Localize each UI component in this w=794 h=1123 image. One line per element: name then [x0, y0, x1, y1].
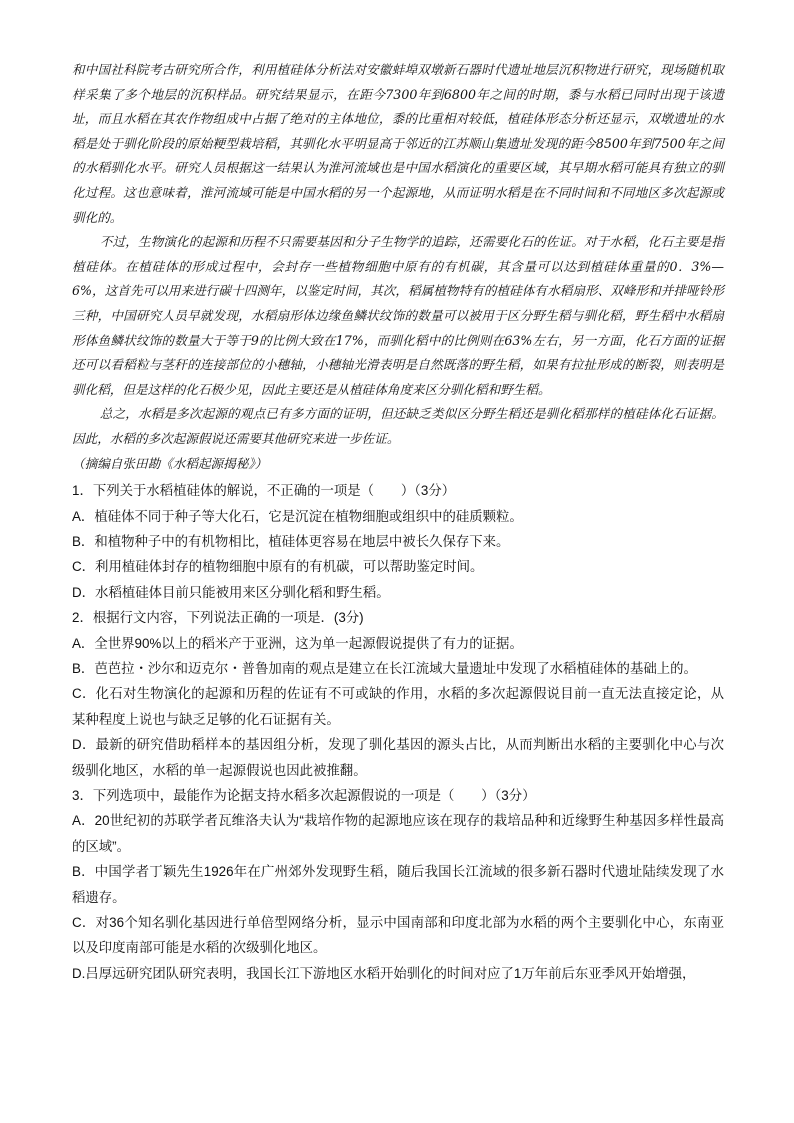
passage-paragraph-1: 和中国社科院考古研究所合作，利用植硅体分析法对安徽蚌埠双墩新石器时代遗址地层沉积物进行研究，现场随机取样采集了多个地层的沉积样品。研究结果显示，在距今7300年到6800年之间的时期，黍与水稻已同时出现于该遗址，而且水稻在其农作物组成中占据了绝对的主体地位，黍的比重相对较低，植硅体形态分析还显示，双墩遗址的水稻是处于驯化阶段的原始粳型栽培稻，其驯化水平明显高于邻近的江苏顺山集遗址发现的距今8500年到7500年之间的水稻驯化水平。研究人员根据这一结果认为淮河流域也是中国水稻演化的重要区域，其早期水稻可能具有独立的驯化过程。这也意味着，淮河流域可能是中国水稻的另一个起源地，从而证明水稻是在不同时间和不同地区多次起源或驯化的。 — [72, 62, 724, 225]
question-3-stem: 3．下列选项中，最能作为论据支持水稻多次起源假说的一项是（ ）（3分） — [72, 787, 536, 803]
question-2-option-d: D．最新的研究借助稻样本的基因组分析，发现了驯化基因的源头占比，从而判断出水稻的主要驯化中心与次级驯化地区，水稻的单一起源假说也因此被推翻。 — [72, 737, 724, 778]
question-2-stem: 2．根据行文内容，下列说法正确的一项是．(3分) — [72, 610, 364, 626]
question-1 — [72, 478, 724, 605]
question-3-option-b: B．中国学者丁颖先生1926年在广州郊外发现野生稻，随后我国长江流域的很多新石器时代遗址陆续发现了水稻遗存。 — [72, 864, 724, 905]
question-2-option-c: C．化石对生物演化的起源和历程的佐证有不可或缺的作用，水稻的多次起源假说目前一直无法直接定论，从某种程度上说也与缺乏足够的化石证据有关。 — [72, 686, 724, 727]
question-1-option-a: A．植硅体不同于种子等大化石，它是沉淀在植物细胞或组织中的硅质颗粒。 — [72, 508, 523, 524]
passage-paragraph-2: 不过，生物演化的起源和历程不只需要基因和分子生物学的追踪，还需要化石的佐证。对于水稻，化石主要是指植硅体。在植硅体的形成过程中，会封存一些植物细胞中原有的有机碳，其含量可以达到植硅体重量的0．3%—6%，这首先可以用来进行碳十四测年，以鉴定时间，其次，稻属植物特有的植硅体有水稻扇形、双峰形和并排哑铃形三种，中国研究人员早就发现，水稻扇形体边缘鱼鳞状纹饰的数量可以被用于区分野生稻与驯化稻，野生稻中水稻扇形体鱼鳞状纹饰的数量大于等于9的比例大致在17%，而驯化稻中的比例则在63%左右，另一方面，化石方面的证据还可以看稻粒与茎秆的连接部位的小穗轴，小穗轴光滑表明是自然既落的野生稻，如果有拉扯形成的断裂，则表明是驯化稻，但是这样的化石极少见，因此主要还是从植硅体角度来区分驯化稻和野生稻。 — [72, 234, 724, 397]
question-1-option-b: B．和植物种子中的有机物相比，植硅体更容易在地层中被长久保存下来。 — [72, 533, 510, 549]
question-3-option-a: A．20世纪初的苏联学者瓦维洛夫认为“栽培作物的起源地应该在现存的栽培品种和近缘野生种基因多样性最高的区域”。 — [72, 813, 724, 854]
question-2-option-a: A．全世界90%以上的稻米产于亚洲，这为单一起源假说提供了有力的证据。 — [72, 635, 523, 651]
question-3 — [72, 783, 724, 986]
question-2 — [72, 605, 724, 783]
question-1-option-c: C．利用植硅体封存的植物细胞中原有的有机碳，可以帮助鉴定时间。 — [72, 559, 484, 575]
passage-paragraph-3: 总之，水稻是多次起源的观点已有多方面的证明，但还缺乏类似区分野生稻还是驯化稻那样的植硅体化石证据。因此，水稻的多次起源假说还需要其他研究来进一步佐证。 — [72, 406, 724, 446]
question-3-option-c: C．对36个知名驯化基因进行单倍型网络分析，显示中国南部和印度北部为水稻的两个主要驯化中心，东南亚以及印度南部可能是水稻的次级驯化地区。 — [72, 915, 724, 956]
reading-passage — [72, 58, 724, 476]
question-1-option-d: D．水稻植硅体目前只能被用来区分驯化稻和野生稻。 — [72, 584, 390, 600]
question-3-option-d: D.吕厚远研究团队研究表明，我国长江下游地区水稻开始驯化的时间对应了1万年前后东亚季风开始增强， — [72, 965, 696, 981]
passage-source: （摘编自张田勘《水稻起源揭秘》） — [72, 455, 268, 471]
question-1-stem: 1．下列关于水稻植硅体的解说，不正确的一项是（ ）（3分） — [72, 483, 456, 499]
question-list — [72, 478, 724, 986]
question-2-option-b: B．芭芭拉・沙尔和迈克尔・普鲁加南的观点是建立在长江流域大量遗址中发现了水稻植硅体的基础上的。 — [72, 660, 697, 676]
